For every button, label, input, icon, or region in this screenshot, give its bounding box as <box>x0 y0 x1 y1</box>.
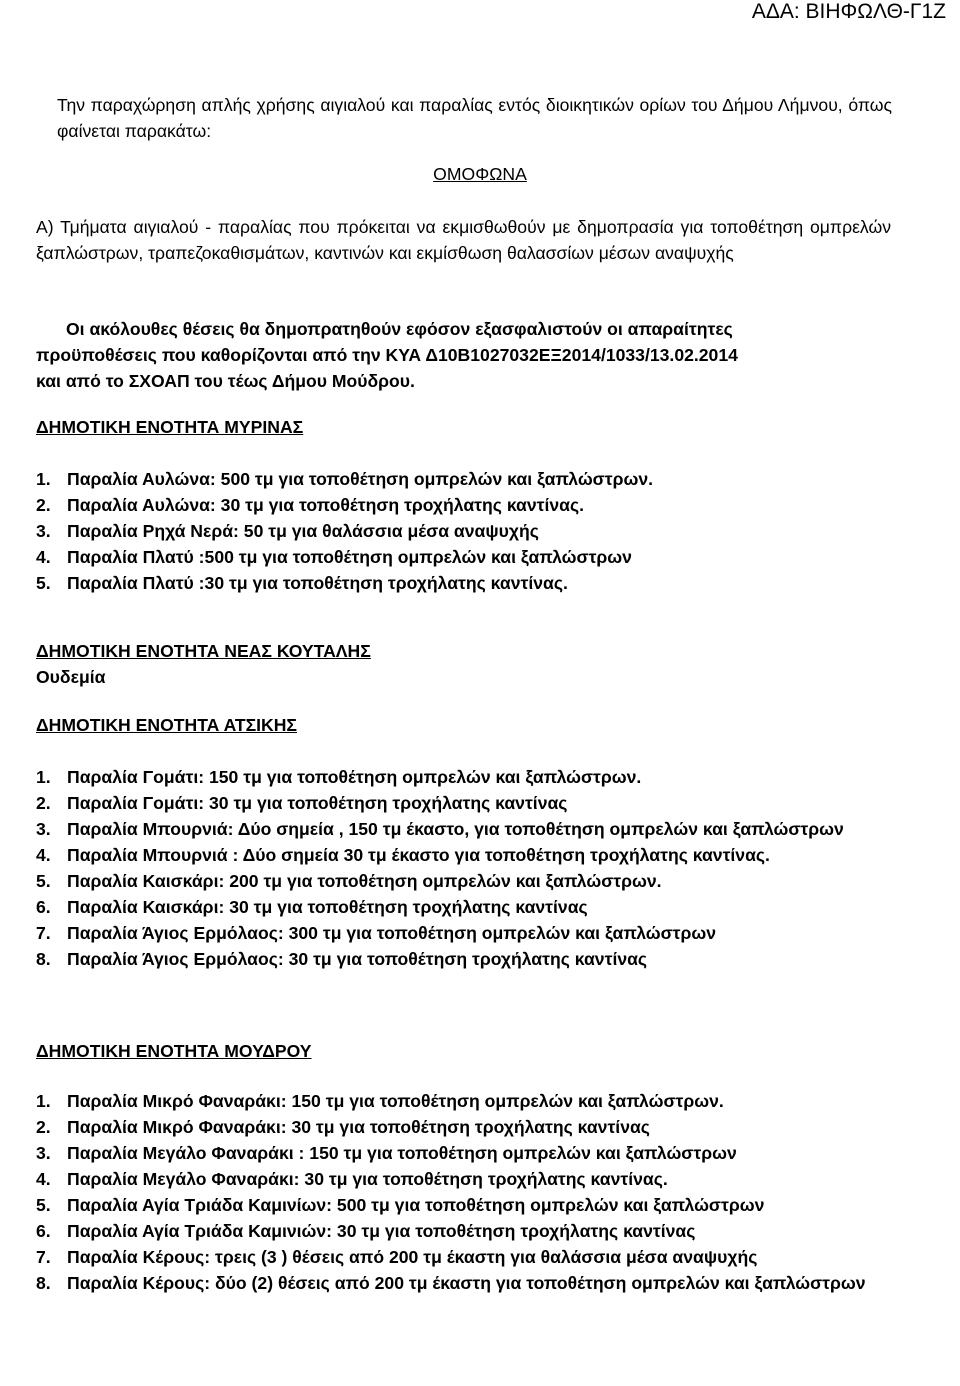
heading-nea-koutali: ΔΗΜΟΤΙΚΗ ΕΝΟΤΗΤΑ ΝΕΑΣ ΚΟΥΤΑΛΗΣ <box>36 641 371 661</box>
list-item <box>36 946 891 972</box>
item-number: 1. <box>36 1091 51 1111</box>
item-text: Παραλία Μικρό Φαναράκι: 30 τμ για τοποθέτηση τροχήλατης καντίνας <box>67 1117 650 1137</box>
list-item <box>36 570 891 596</box>
item-number: 5. <box>36 573 51 593</box>
heading-myrina: ΔΗΜΟΤΙΚΗ ΕΝΟΤΗΤΑ ΜΥΡΙΝΑΣ <box>36 417 304 437</box>
nea-koutali-none: Ουδεμία <box>36 667 106 687</box>
list-item <box>36 894 891 920</box>
item-number: 2. <box>36 495 51 515</box>
list-item <box>36 816 891 842</box>
item-text: Παραλία Αυλώνα: 500 τμ για τοποθέτηση ομπρελών και ξαπλώστρων. <box>67 469 653 489</box>
list-item <box>36 764 891 790</box>
item-text: Παραλία Γομάτι: 150 τμ για τοποθέτηση ομπρελών και ξαπλώστρων. <box>67 767 642 787</box>
item-text: Παραλία Πλατύ :500 τμ για τοποθέτηση ομπρελών και ξαπλώστρων <box>67 547 632 567</box>
item-number: 2. <box>36 1117 51 1137</box>
ada-code: ΑΔΑ: ΒΙΗΦΩΛΘ-Γ1Ζ <box>751 0 946 23</box>
item-number: 1. <box>36 469 51 489</box>
item-text: Παραλία Άγιος Ερμόλαος: 300 τμ για τοποθέτηση ομπρελών και ξαπλώστρων <box>67 923 717 943</box>
list-item <box>36 1192 891 1218</box>
item-number: 3. <box>36 819 51 839</box>
heading-atsiki: ΔΗΜΟΤΙΚΗ ΕΝΟΤΗΤΑ ΑΤΣΙΚΗΣ <box>36 715 297 735</box>
item-number: 1. <box>36 767 51 787</box>
item-text: Παραλία Κέρους: δύο (2) θέσεις από 200 τμ έκαστη για τοποθέτηση ομπρελών και ξαπλώστρων <box>67 1273 866 1293</box>
item-text: Παραλία Μεγάλο Φαναράκι: 30 τμ για τοποθέτηση τροχήλατης καντίνας. <box>67 1169 668 1189</box>
item-number: 4. <box>36 547 51 567</box>
item-text: Παραλία Αυλώνα: 30 τμ για τοποθέτηση τροχήλατης καντίνας. <box>67 495 585 515</box>
unanimous-title <box>0 164 960 185</box>
list-item <box>36 1218 891 1244</box>
item-text: Παραλία Άγιος Ερμόλαος: 30 τμ για τοποθέτηση τροχήλατης καντίνας <box>67 949 648 969</box>
list-item <box>36 920 891 946</box>
list-item <box>36 1140 891 1166</box>
item-text: Παραλία Καισκάρι: 200 τμ για τοποθέτηση ομπρελών και ξαπλώστρων. <box>67 871 662 891</box>
list-item <box>36 1244 891 1270</box>
item-number: 6. <box>36 897 51 917</box>
heading-moudros: ΔΗΜΟΤΙΚΗ ΕΝΟΤΗΤΑ ΜΟΥΔΡΟΥ <box>36 1041 312 1061</box>
intro-paragraph: Την παραχώρηση απλής χρήσης αιγιαλού και παραλίας εντός διοικητικών ορίων του Δήμου Λήμνου, όπως φαίνεται παρακάτω: <box>57 95 892 141</box>
list-atsiki <box>36 764 891 972</box>
list-myrina <box>36 466 891 596</box>
item-number: 7. <box>36 923 51 943</box>
item-number: 7. <box>36 1247 51 1267</box>
item-number: 4. <box>36 1169 51 1189</box>
item-text: Παραλία Καισκάρι: 30 τμ για τοποθέτηση τροχήλατης καντίνας <box>67 897 588 917</box>
conditions-line-1: Οι ακόλουθες θέσεις θα δημοπρατηθούν εφόσον εξασφαλιστούν οι απαραίτητες <box>66 319 733 339</box>
item-text: Παραλία Μπουρνιά: Δύο σημεία , 150 τμ έκαστο, για τοποθέτηση ομπρελών και ξαπλώστρων <box>67 819 844 839</box>
list-item <box>36 790 891 816</box>
item-text: Παραλία Κέρους: τρεις (3 ) θέσεις από 200 τμ έκαστη για θαλάσσια μέσα αναψυχής <box>67 1247 758 1267</box>
item-number: 5. <box>36 871 51 891</box>
list-item <box>36 1166 891 1192</box>
item-text: Παραλία Μικρό Φαναράκι: 150 τμ για τοποθέτηση ομπρελών και ξαπλώστρων. <box>67 1091 724 1111</box>
list-item <box>36 544 891 570</box>
section-a-paragraph: Α) Τμήματα αιγιαλού - παραλίας που πρόκειται να εκμισθωθούν με δημοπρασία για τοποθέτηση ομπρελών ξαπλώστρων, τραπεζοκαθισμάτων, καντινών και εκμίσθωση θαλασσίων μέσων αναψυχής <box>36 217 891 263</box>
list-item <box>36 842 891 868</box>
list-item <box>36 466 891 492</box>
list-item <box>36 1270 891 1296</box>
item-number: 8. <box>36 1273 51 1293</box>
item-text: Παραλία Μεγάλο Φαναράκι : 150 τμ για τοποθέτηση ομπρελών και ξαπλώστρων <box>67 1143 737 1163</box>
item-text: Παραλία Αγία Τριάδα Καμινίων: 500 τμ για τοποθέτηση ομπρελών και ξαπλώστρων <box>67 1195 765 1215</box>
list-item <box>36 868 891 894</box>
item-number: 4. <box>36 845 51 865</box>
item-number: 3. <box>36 1143 51 1163</box>
item-number: 2. <box>36 793 51 813</box>
conditions-paragraph <box>36 316 891 394</box>
item-text: Παραλία Πλατύ :30 τμ για τοποθέτηση τροχήλατης καντίνας. <box>67 573 568 593</box>
unanimous-label: ΟΜΟΦΩΝΑ <box>433 164 527 184</box>
list-item <box>36 518 891 544</box>
item-number: 8. <box>36 949 51 969</box>
item-text: Παραλία Ρηχά Νερά: 50 τμ για θαλάσσια μέσα αναψυχής <box>67 521 539 541</box>
list-moudros <box>36 1088 891 1296</box>
list-item <box>36 492 891 518</box>
item-text: Παραλία Μπουρνιά : Δύο σημεία 30 τμ έκαστο για τοποθέτηση τροχήλατης καντίνας. <box>67 845 770 865</box>
conditions-line-2: προϋποθέσεις που καθορίζονται από την ΚΥΑ Δ10Β1027032ΕΞ2014/1033/13.02.2014 <box>36 345 738 365</box>
list-item <box>36 1114 891 1140</box>
item-number: 5. <box>36 1195 51 1215</box>
list-item <box>36 1088 891 1114</box>
item-text: Παραλία Γομάτι: 30 τμ για τοποθέτηση τροχήλατης καντίνας <box>67 793 568 813</box>
conditions-line-3: και από το ΣΧΟΑΠ του τέως Δήμου Μούδρου. <box>36 371 415 391</box>
item-text: Παραλία Αγία Τριάδα Καμινιών: 30 τμ για τοποθέτηση τροχήλατης καντίνας <box>67 1221 696 1241</box>
item-number: 6. <box>36 1221 51 1241</box>
item-number: 3. <box>36 521 51 541</box>
